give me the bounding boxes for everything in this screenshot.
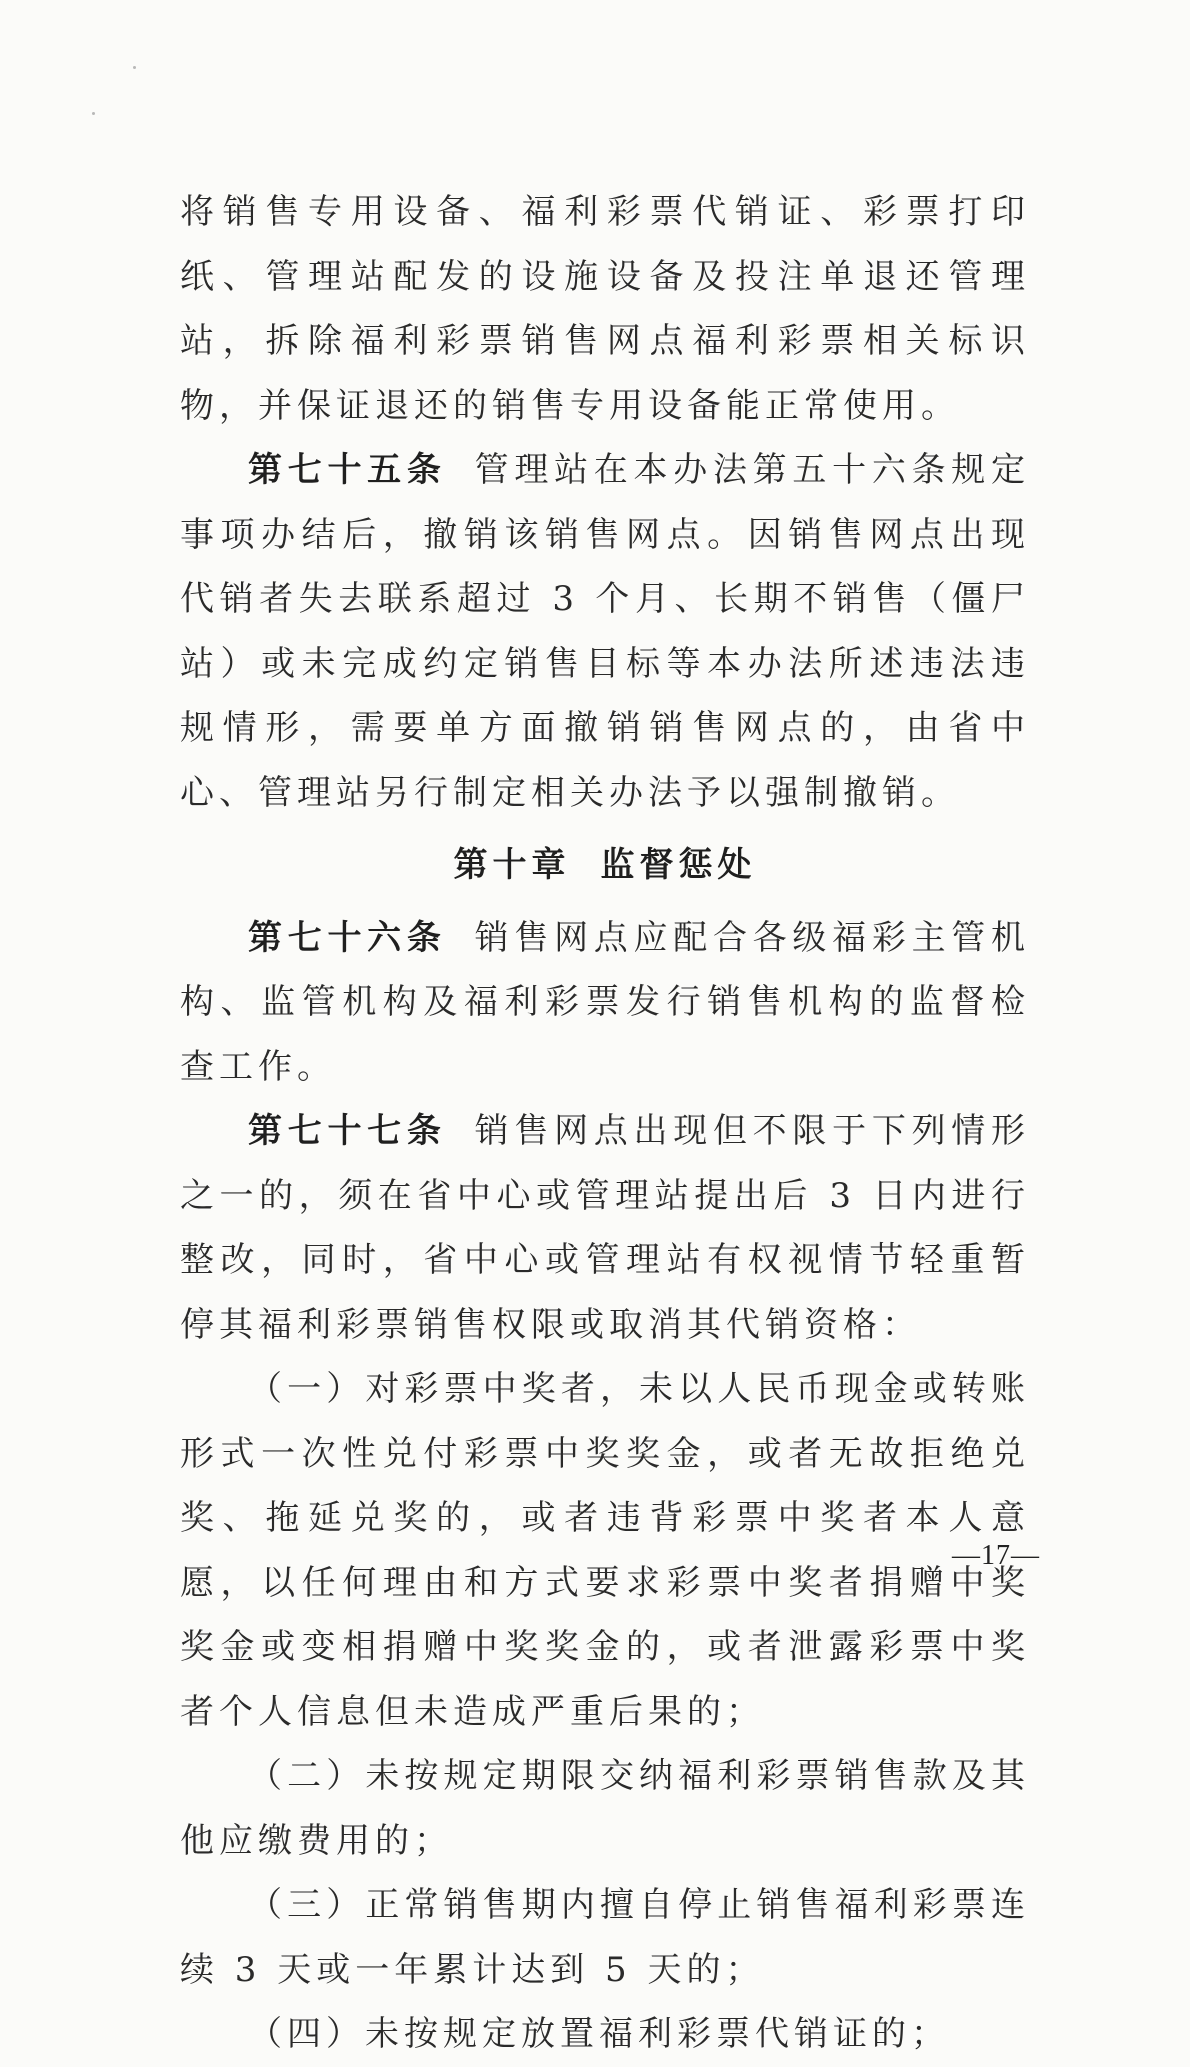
article-76 <box>180 906 1030 1100</box>
article-76-text: 销售网点应配合各级福彩主管机构、监管机构及福利彩票发行销售机构的监督检查工作。 <box>180 917 1031 1087</box>
scan-speck <box>92 112 95 115</box>
list-item-2: （二）未按规定期限交纳福利彩票销售款及其他应缴费用的； <box>180 1756 1030 1861</box>
article-77-text: 销售网点出现但不限于下列情形之一的，须在省中心或管理站提出后 3 日内进行整改，同时，省中心或管理站有权视情节轻重暂停其福利彩票销售权限或取消其代销资格： <box>180 1111 1031 1345</box>
chapter-name: 监督惩处 <box>600 845 757 885</box>
list-item-4: （四）未按规定放置福利彩票代销证的； <box>248 2014 950 2054</box>
list-item-3: （三）正常销售期内擅自停止销售福利彩票连续 3 天或一年累计达到 5 天的； <box>180 1885 1030 1990</box>
article-75-text: 管理站在本办法第五十六条规定事项办结后，撤销该销售网点。因销售网点出现代销者失去联系超过 3 个月、长期不销售（僵尸站）或未完成约定销售目标等本办法所述违法违规情形，需要单方面撤销销售网点的，由省中心、管理站另行制定相关办法予以强制撤销。 <box>180 450 1031 813</box>
chapter-title <box>180 833 1030 898</box>
scan-speck <box>133 66 136 69</box>
chapter-number: 第十章 <box>453 845 571 885</box>
article-75-label: 第七十五条 <box>248 450 447 490</box>
article-75 <box>180 438 1030 825</box>
page-number: —17— <box>952 1540 1040 1571</box>
article-77 <box>180 1099 1030 1357</box>
article-76-label: 第七十六条 <box>248 917 447 958</box>
document-body <box>180 180 1030 2067</box>
continued-paragraph: 将销售专用设备、福利彩票代销证、彩票打印纸、管理站配发的设施设备及投注单退还管理站，拆除福利彩票销售网点福利彩票相关标识物，并保证退还的销售专用设备能正常使用。 <box>180 192 1030 426</box>
list-item-1: （一）对彩票中奖者，未以人民币现金或转账形式一次性兑付彩票中奖奖金，或者无故拒绝兑奖、拖延兑奖的，或者违背彩票中奖者本人意愿，以任何理由和方式要求彩票中奖者捐赠中奖奖金或变相捐赠中奖奖金的，或者泄露彩票中奖者个人信息但未造成严重后果的； <box>180 1369 1030 1732</box>
article-77-label: 第七十七条 <box>248 1111 447 1151</box>
